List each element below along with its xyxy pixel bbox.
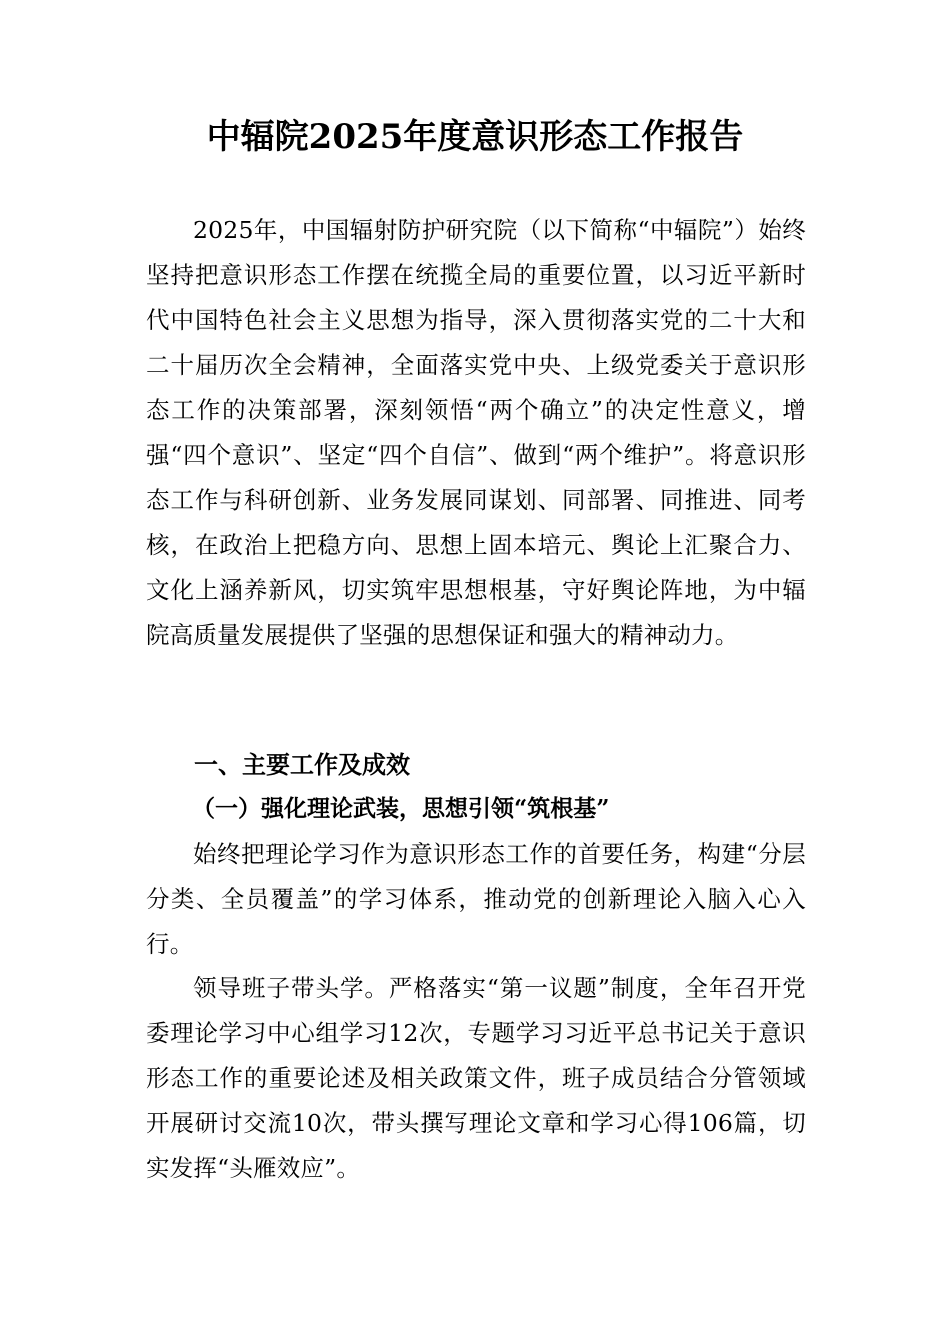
body-paragraph: 领导班子带头学。严格落实“第一议题”制度，全年召开党委理论学习中心组学习12次，专题学习习近平总书记关于意识形态工作的重要论述及相关政策文件，班子成员结合分管领域开展研讨交流10次，带头撰写理论文章和学习心得106篇，切实发挥“头雁效应”。	[146, 974, 806, 1182]
document-title: 中辐院2025年度意识形态工作报告	[206, 117, 744, 157]
section-heading: 一、主要工作及成效	[194, 751, 410, 779]
subsection-heading: （一）强化理论武装，思想引领“筑根基”	[192, 795, 610, 822]
intro-paragraph: 2025年，中国辐射防护研究院（以下简称“中辐院”）始终坚持把意识形态工作摆在统揽全局的重要位置，以习近平新时代中国特色社会主义思想为指导，深入贯彻落实党的二十大和二十届历次全会精神，全面落实党中央、上级党委关于意识形态工作的决策部署，深刻领悟“两个确立”的决定性意义，增强“四个意识”、坚定“四个自信”、做到“两个维护”。将意识形态工作与科研创新、业务发展同谋划、同部署、同推进、同考核，在政治上把稳方向、思想上固本培元、舆论上汇聚合力、文化上涵养新风，切实筑牢思想根基，守好舆论阵地，为中辐院高质量发展提供了坚强的思想保证和强大的精神动力。	[146, 216, 806, 649]
body-paragraph: 始终把理论学习作为意识形态工作的首要任务，构建“分层分类、全员覆盖”的学习体系，推动党的创新理论入脑入心入行。	[146, 840, 806, 958]
